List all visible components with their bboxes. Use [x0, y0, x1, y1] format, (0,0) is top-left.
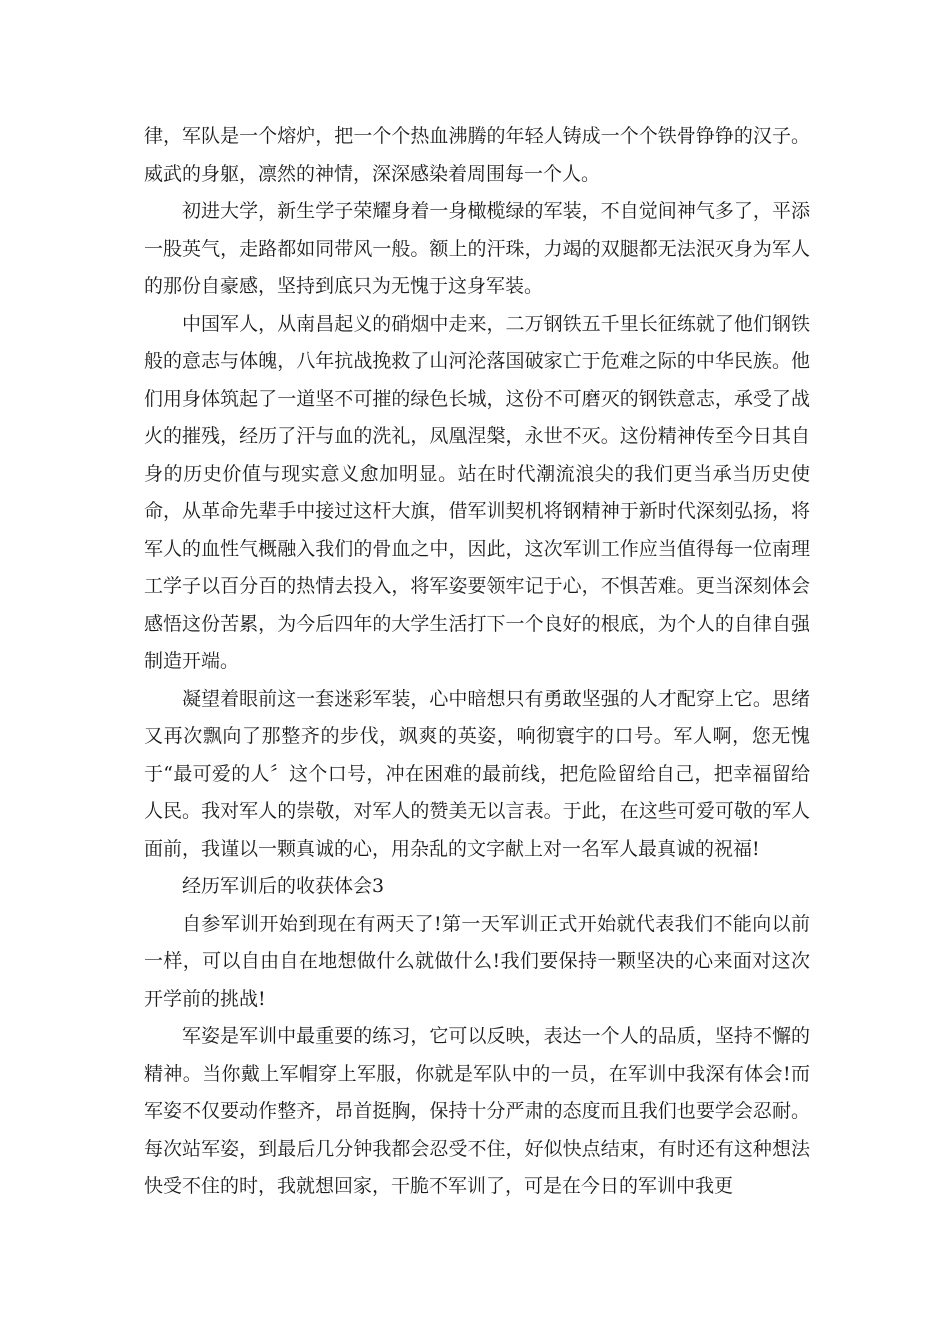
paragraph-4: 凝望着眼前这一套迷彩军装，心中暗想只有勇敢坚强的人才配穿上它。思绪又再次飘向了那整齐的步伐，飒爽的英姿，响彻寰宇的口号。军人啊，您无愧于“最可爱的人〞这个口号，冲在困难的最前线，把危险留给自己，把幸福留给人民。我对军人的崇敬，对军人的赞美无以言表。于此，在这些可爱可敬的军人面前，我谨以一颗真诚的心，用杂乱的文字献上对一名军人最真诚的祝福! [144, 687, 810, 860]
paragraph-6: 军姿是军训中最重要的练习，它可以反映，表达一个人的品质，坚持不懈的精神。当你戴上军帽穿上军服，你就是军队中的一员，在军训中我深有体会!而军姿不仅要动作整齐，昂首挺胸，保持十分严肃的态度而且我们也要学会忍耐。每次站军姿，到最后几分钟我都会忍受不住，好似快点结束，有时还有这种想法快受不住的时，我就想回家，干脆不军训了，可是在今日的军训中我更 [144, 1025, 810, 1197]
paragraph-2: 初进大学，新生学子荣耀身着一身橄榄绿的军装，不自觉间神气多了，平添一股英气，走路都如同带风一般。额上的汗珠，力竭的双腿都无法泯灭身为军人的那份自豪感，坚持到底只为无愧于这身军装。 [144, 200, 810, 297]
document-body [144, 118, 810, 1206]
paragraph-1: 律，军队是一个熔炉，把一个个热血沸腾的年轻人铸成一个个铁骨铮铮的汉子。威武的身躯，凛然的神情，深深感染着周围每一个人。 [144, 125, 810, 185]
paragraph-3: 中国军人，从南昌起义的硝烟中走来，二万钢铁五千里长征练就了他们钢铁般的意志与体魄，八年抗战挽救了山河沦落国破家亡于危难之际的中华民族。他们用身体筑起了一道坚不可摧的绿色长城，这份不可磨灭的钢铁意志，承受了战火的摧残，经历了汗与血的洗礼，凤凰涅槃，永世不灭。这份精神传至今日其自身的历史价值与现实意义愈加明显。站在时代潮流浪尖的我们更当承当历史使命，从革命先辈手中接过这杆大旗，借军训契机将钢精神于新时代深刻弘扬，将军人的血性气概融入我们的骨血之中，因此，这次军训工作应当值得每一位南理工学子以百分百的热情去投入，将军姿要领牢记于心，不惧苦难。更当深刻体会感悟这份苦累，为今后四年的大学生活打下一个良好的根底，为个人的自律自强制造开端。 [144, 312, 810, 672]
section-heading: 经历军训后的收获体会3 [182, 875, 385, 897]
paragraph-5: 自参军训开始到现在有两天了!第一天军训正式开始就代表我们不能向以前一样，可以自由自在地想做什么就做什么!我们要保持一颗坚决的心来面对这次开学前的挑战! [144, 912, 810, 1010]
